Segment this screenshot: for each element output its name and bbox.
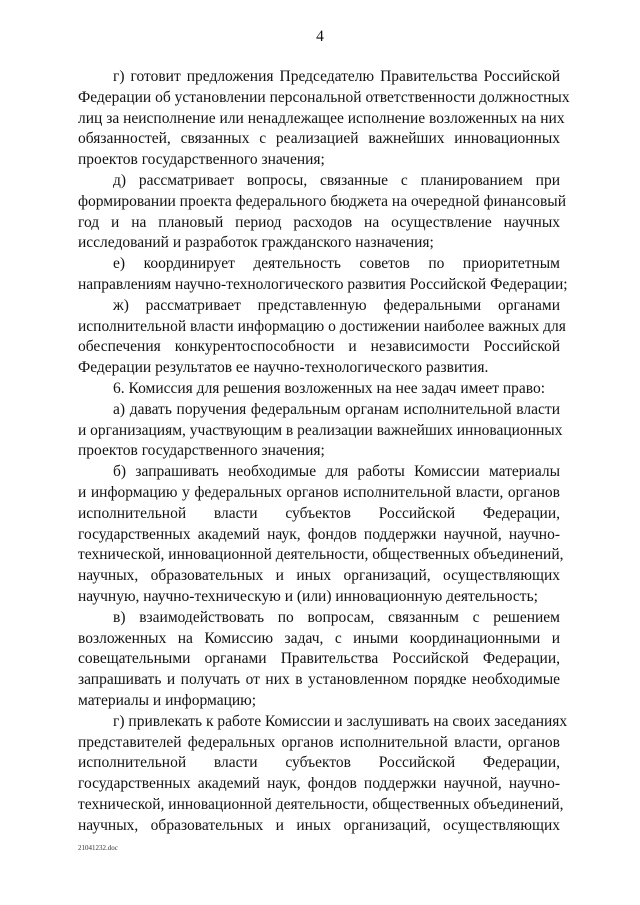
paragraph — [78, 254, 568, 296]
text-line: д) рассматривает вопросы, связанные с планированием при — [113, 171, 560, 189]
paragraph — [78, 608, 560, 712]
text-line: в) взаимодействовать по вопросам, связанным с решением — [113, 608, 560, 626]
text-line: а) давать поручения федеральным органам исполнительной власти — [113, 400, 560, 418]
paragraph — [78, 67, 570, 171]
page-number: 4 — [316, 28, 324, 45]
text-line: б) запрашивать необходимые для работы Комиссии материалы — [113, 463, 560, 481]
text-line: обеспечения конкурентоспособности и независимости Российской — [78, 338, 560, 356]
text-line: ж) рассматривает представленную федеральными органами — [113, 296, 560, 314]
paragraph — [78, 712, 568, 837]
paragraph — [78, 400, 563, 462]
text-line: научных, образовательных и иных организаций, осуществляющих — [78, 816, 560, 834]
text-line: Федерации об установлении персональной ответственности должностных — [78, 88, 570, 106]
document-body — [78, 67, 570, 836]
text-line: год и на плановый период расходов на осуществление научных — [78, 213, 560, 231]
text-line: исполнительной власти субъектов Российской Федерации, — [78, 754, 560, 772]
text-line: государственных академий наук, фондов поддержки научной, научно- — [78, 525, 560, 543]
text-line: обязанностей, связанных с реализацией важнейших инновационных — [78, 130, 560, 148]
paragraph — [78, 379, 560, 400]
text-line: исполнительной власти субъектов Российской Федерации, — [78, 504, 560, 522]
text-line: лиц за неисполнение или ненадлежащее исполнение возложенных на них — [78, 109, 565, 127]
text-line: проектов государственного значения; — [78, 151, 325, 169]
document-file-code: 21041232.doc — [78, 844, 118, 852]
text-line: е) координирует деятельность советов по приоритетным — [113, 255, 560, 273]
text-line: направлениям научно-технологического развития Российской Федерации; — [78, 275, 568, 293]
text-line: технической, инновационной деятельности, общественных объединений, — [78, 795, 564, 813]
text-line: возложенных на Комиссию задач, с иными координационными и — [78, 629, 560, 647]
text-line: проектов государственного значения; — [78, 442, 325, 460]
text-line: совещательными органами Правительства Российской Федерации, — [78, 650, 560, 668]
text-line: г) готовит предложения Председателю Правительства Российской — [113, 68, 560, 85]
paragraph — [78, 296, 566, 379]
text-line: научную, научно-техническую и (или) инновационную деятельность; — [78, 587, 538, 605]
text-line: материалы и информацию; — [78, 691, 257, 709]
text-line: исследований и разработок гражданского назначения; — [78, 234, 434, 252]
text-line: и организациям, участвующим в реализации важнейших инновационных — [78, 421, 563, 439]
paragraph — [78, 171, 567, 254]
text-line: научных, образовательных и иных организаций, осуществляющих — [78, 567, 560, 585]
text-line: представителей федеральных органов исполнительной власти, органов — [78, 733, 560, 751]
text-line: технической, инновационной деятельности, общественных объединений, — [78, 546, 564, 564]
text-line: формировании проекта федерального бюджета на очередной финансовый — [78, 192, 567, 210]
text-line: г) привлекать к работе Комиссии и заслушивать на своих заседаниях — [113, 712, 568, 730]
text-line: и информацию у федеральных органов исполнительной власти, органов — [78, 483, 560, 501]
text-line: исполнительной власти информацию о достижении наиболее важных для — [78, 317, 566, 335]
text-line: Федерации результатов ее научно-технологического развития. — [78, 359, 489, 377]
paragraph — [78, 462, 564, 608]
text-line: 6. Комиссия для решения возложенных на нее задач имеет право: — [113, 379, 546, 397]
text-line: государственных академий наук, фондов поддержки научной, научно- — [78, 775, 560, 793]
text-line: запрашивать и получать от них в установленном порядке необходимые — [78, 671, 560, 689]
